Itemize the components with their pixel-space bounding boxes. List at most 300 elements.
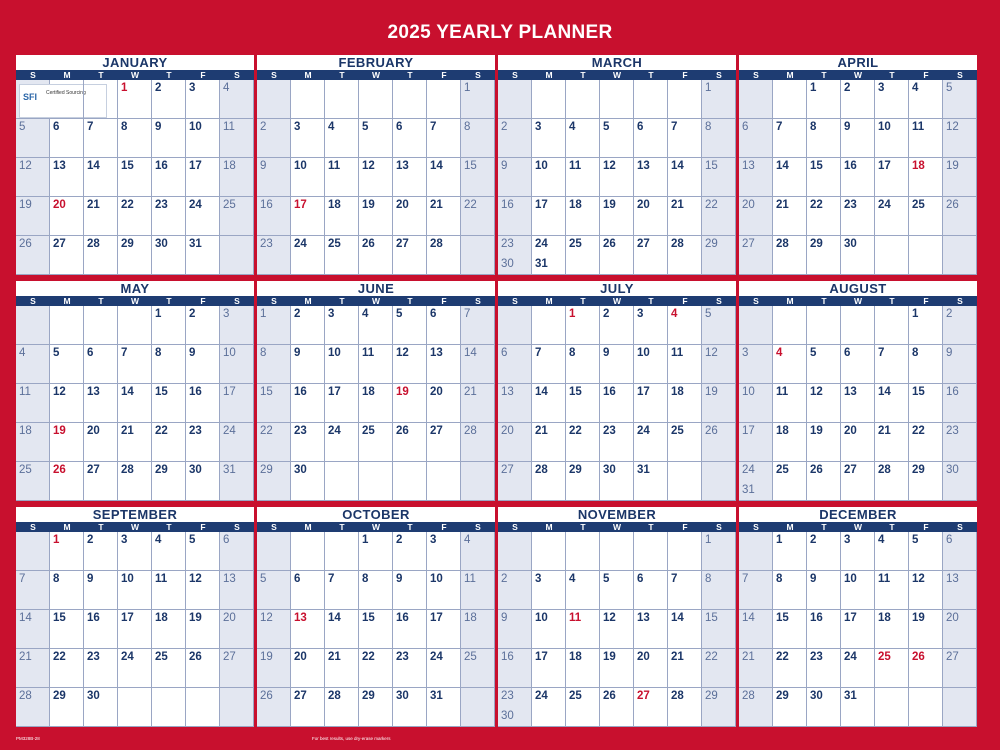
day-cell[interactable]	[220, 384, 254, 423]
day-cell[interactable]	[634, 306, 668, 345]
day-cell[interactable]	[461, 423, 495, 462]
day-cell[interactable]	[702, 197, 736, 236]
day-cell[interactable]	[943, 423, 977, 462]
day-cell[interactable]	[498, 462, 532, 501]
day-cell[interactable]	[427, 423, 461, 462]
day-cell[interactable]	[50, 688, 84, 727]
day-cell[interactable]	[634, 119, 668, 158]
day-cell[interactable]	[909, 345, 943, 384]
day-cell[interactable]	[291, 345, 325, 384]
day-cell[interactable]	[461, 236, 495, 275]
day-cell[interactable]	[220, 236, 254, 275]
day-cell[interactable]	[909, 532, 943, 571]
day-cell[interactable]	[84, 532, 118, 571]
day-cell[interactable]	[875, 571, 909, 610]
day-cell[interactable]	[461, 158, 495, 197]
day-cell[interactable]	[325, 197, 359, 236]
day-cell[interactable]	[461, 345, 495, 384]
day-cell[interactable]	[841, 119, 875, 158]
day-cell[interactable]	[427, 80, 461, 119]
day-cell[interactable]	[773, 610, 807, 649]
day-cell[interactable]	[50, 345, 84, 384]
day-cell[interactable]	[909, 423, 943, 462]
day-cell[interactable]	[875, 197, 909, 236]
day-cell[interactable]	[943, 345, 977, 384]
day-cell[interactable]	[634, 571, 668, 610]
day-cell[interactable]	[84, 610, 118, 649]
day-cell[interactable]	[359, 345, 393, 384]
day-cell[interactable]	[461, 80, 495, 119]
day-cell[interactable]	[359, 532, 393, 571]
day-cell[interactable]	[257, 532, 291, 571]
day-cell[interactable]	[257, 423, 291, 462]
day-cell[interactable]	[257, 649, 291, 688]
day-cell[interactable]	[875, 532, 909, 571]
day-cell[interactable]	[773, 532, 807, 571]
day-cell[interactable]	[739, 236, 773, 275]
day-cell[interactable]	[427, 119, 461, 158]
day-cell[interactable]	[220, 306, 254, 345]
day-cell[interactable]	[498, 571, 532, 610]
day-cell[interactable]	[325, 158, 359, 197]
day-cell[interactable]	[807, 236, 841, 275]
day-cell[interactable]	[600, 571, 634, 610]
day-cell[interactable]	[634, 197, 668, 236]
day-cell[interactable]	[600, 532, 634, 571]
day-cell[interactable]	[739, 345, 773, 384]
day-cell[interactable]	[186, 80, 220, 119]
day-cell[interactable]	[325, 649, 359, 688]
day-cell[interactable]	[50, 197, 84, 236]
day-cell[interactable]	[152, 306, 186, 345]
day-cell[interactable]	[220, 423, 254, 462]
day-cell[interactable]	[186, 306, 220, 345]
day-cell[interactable]	[325, 119, 359, 158]
day-cell[interactable]	[909, 197, 943, 236]
day-cell[interactable]	[461, 462, 495, 501]
day-cell[interactable]	[773, 158, 807, 197]
day-cell[interactable]	[220, 649, 254, 688]
day-cell[interactable]	[702, 532, 736, 571]
day-cell[interactable]	[909, 571, 943, 610]
day-cell[interactable]	[152, 197, 186, 236]
day-cell[interactable]	[118, 80, 152, 119]
day-cell[interactable]	[773, 649, 807, 688]
day-cell[interactable]	[600, 345, 634, 384]
day-cell[interactable]	[461, 532, 495, 571]
day-cell[interactable]	[461, 571, 495, 610]
day-cell[interactable]	[600, 649, 634, 688]
day-cell[interactable]	[566, 158, 600, 197]
day-cell[interactable]	[634, 423, 668, 462]
day-cell[interactable]	[359, 236, 393, 275]
day-cell[interactable]	[943, 649, 977, 688]
day-cell[interactable]	[532, 532, 566, 571]
day-cell[interactable]	[186, 532, 220, 571]
day-cell[interactable]	[739, 119, 773, 158]
day-cell[interactable]	[668, 306, 702, 345]
day-cell[interactable]	[773, 236, 807, 275]
day-cell[interactable]	[325, 306, 359, 345]
day-cell[interactable]	[600, 119, 634, 158]
day-cell[interactable]	[841, 80, 875, 119]
day-cell[interactable]	[186, 649, 220, 688]
day-cell[interactable]	[498, 80, 532, 119]
day-cell[interactable]	[532, 158, 566, 197]
day-cell[interactable]	[359, 462, 393, 501]
day-cell[interactable]	[16, 345, 50, 384]
day-cell[interactable]	[461, 119, 495, 158]
day-cell[interactable]	[220, 610, 254, 649]
day-cell[interactable]	[841, 345, 875, 384]
day-cell[interactable]	[600, 306, 634, 345]
day-cell[interactable]	[634, 158, 668, 197]
day-cell[interactable]	[634, 462, 668, 501]
day-cell[interactable]	[634, 610, 668, 649]
day-cell[interactable]	[943, 610, 977, 649]
day-cell[interactable]	[566, 610, 600, 649]
day-cell[interactable]	[739, 384, 773, 423]
day-cell[interactable]	[566, 197, 600, 236]
day-cell[interactable]	[393, 610, 427, 649]
day-cell[interactable]	[807, 345, 841, 384]
day-cell[interactable]	[84, 306, 118, 345]
day-cell[interactable]	[841, 649, 875, 688]
day-cell[interactable]	[257, 236, 291, 275]
day-cell[interactable]	[359, 80, 393, 119]
day-cell[interactable]	[875, 345, 909, 384]
day-cell[interactable]	[393, 119, 427, 158]
day-cell[interactable]	[739, 158, 773, 197]
day-cell[interactable]	[152, 158, 186, 197]
day-cell[interactable]	[807, 119, 841, 158]
day-cell[interactable]	[16, 610, 50, 649]
day-cell[interactable]	[807, 571, 841, 610]
day-cell[interactable]	[739, 306, 773, 345]
day-cell[interactable]	[152, 423, 186, 462]
day-cell[interactable]	[909, 158, 943, 197]
day-cell[interactable]	[427, 688, 461, 727]
day-cell[interactable]	[152, 532, 186, 571]
day-cell[interactable]	[186, 610, 220, 649]
day-cell[interactable]	[84, 571, 118, 610]
day-cell[interactable]	[773, 119, 807, 158]
day-cell[interactable]	[943, 80, 977, 119]
day-cell[interactable]	[841, 158, 875, 197]
day-cell[interactable]	[118, 158, 152, 197]
day-cell[interactable]	[186, 119, 220, 158]
day-cell[interactable]	[634, 80, 668, 119]
day-cell[interactable]	[807, 688, 841, 727]
day-cell[interactable]	[634, 532, 668, 571]
day-cell[interactable]	[16, 571, 50, 610]
day-cell[interactable]	[16, 236, 50, 275]
day-cell[interactable]	[807, 423, 841, 462]
day-cell[interactable]	[118, 649, 152, 688]
day-cell[interactable]	[50, 306, 84, 345]
day-cell[interactable]	[566, 649, 600, 688]
day-cell[interactable]	[498, 158, 532, 197]
day-cell[interactable]	[118, 571, 152, 610]
day-cell[interactable]	[841, 306, 875, 345]
day-cell[interactable]	[773, 306, 807, 345]
day-cell[interactable]	[668, 345, 702, 384]
day-cell[interactable]	[291, 462, 325, 501]
day-cell[interactable]	[16, 649, 50, 688]
day-cell[interactable]	[532, 306, 566, 345]
day-cell[interactable]	[634, 384, 668, 423]
day-cell[interactable]	[739, 197, 773, 236]
day-cell[interactable]	[118, 462, 152, 501]
day-cell[interactable]	[186, 236, 220, 275]
day-cell[interactable]	[668, 423, 702, 462]
day-cell[interactable]	[50, 462, 84, 501]
day-cell[interactable]	[943, 306, 977, 345]
day-cell[interactable]	[668, 462, 702, 501]
day-cell[interactable]	[257, 610, 291, 649]
day-cell[interactable]	[359, 384, 393, 423]
day-cell[interactable]	[220, 197, 254, 236]
day-cell[interactable]	[325, 571, 359, 610]
day-cell[interactable]	[393, 158, 427, 197]
day-cell[interactable]	[118, 236, 152, 275]
day-cell[interactable]	[841, 571, 875, 610]
day-cell[interactable]	[257, 197, 291, 236]
day-cell[interactable]	[807, 462, 841, 501]
day-cell[interactable]	[875, 610, 909, 649]
day-cell[interactable]	[220, 571, 254, 610]
day-cell[interactable]	[702, 119, 736, 158]
day-cell[interactable]	[186, 688, 220, 727]
day-cell[interactable]	[220, 80, 254, 119]
day-cell[interactable]	[152, 119, 186, 158]
day-cell[interactable]	[668, 571, 702, 610]
day-cell[interactable]	[257, 571, 291, 610]
day-cell[interactable]	[16, 119, 50, 158]
day-cell[interactable]	[498, 688, 532, 727]
day-cell[interactable]	[16, 158, 50, 197]
day-cell[interactable]	[325, 80, 359, 119]
day-cell[interactable]	[668, 384, 702, 423]
day-cell[interactable]	[841, 532, 875, 571]
day-cell[interactable]	[291, 119, 325, 158]
day-cell[interactable]	[532, 462, 566, 501]
day-cell[interactable]	[220, 688, 254, 727]
day-cell[interactable]	[875, 384, 909, 423]
day-cell[interactable]	[566, 80, 600, 119]
day-cell[interactable]	[532, 610, 566, 649]
day-cell[interactable]	[291, 688, 325, 727]
day-cell[interactable]	[84, 384, 118, 423]
day-cell[interactable]	[359, 197, 393, 236]
day-cell[interactable]	[600, 462, 634, 501]
day-cell[interactable]	[532, 345, 566, 384]
day-cell[interactable]	[461, 306, 495, 345]
day-cell[interactable]	[359, 571, 393, 610]
day-cell[interactable]	[875, 80, 909, 119]
day-cell[interactable]	[186, 345, 220, 384]
day-cell[interactable]	[773, 688, 807, 727]
day-cell[interactable]	[566, 688, 600, 727]
day-cell[interactable]	[909, 384, 943, 423]
day-cell[interactable]	[186, 158, 220, 197]
day-cell[interactable]	[257, 462, 291, 501]
day-cell[interactable]	[393, 345, 427, 384]
day-cell[interactable]	[325, 236, 359, 275]
day-cell[interactable]	[50, 649, 84, 688]
day-cell[interactable]	[118, 423, 152, 462]
day-cell[interactable]	[84, 158, 118, 197]
day-cell[interactable]	[152, 610, 186, 649]
day-cell[interactable]	[393, 532, 427, 571]
day-cell[interactable]	[152, 571, 186, 610]
day-cell[interactable]	[186, 384, 220, 423]
day-cell[interactable]	[118, 119, 152, 158]
day-cell[interactable]	[498, 197, 532, 236]
day-cell[interactable]	[118, 197, 152, 236]
day-cell[interactable]	[461, 649, 495, 688]
day-cell[interactable]	[532, 571, 566, 610]
day-cell[interactable]	[807, 384, 841, 423]
day-cell[interactable]	[118, 384, 152, 423]
day-cell[interactable]	[291, 236, 325, 275]
day-cell[interactable]	[50, 158, 84, 197]
day-cell[interactable]	[807, 610, 841, 649]
day-cell[interactable]	[427, 532, 461, 571]
day-cell[interactable]	[702, 384, 736, 423]
day-cell[interactable]	[668, 532, 702, 571]
day-cell[interactable]	[50, 119, 84, 158]
day-cell[interactable]	[427, 197, 461, 236]
day-cell[interactable]	[186, 571, 220, 610]
day-cell[interactable]	[50, 384, 84, 423]
day-cell[interactable]	[325, 532, 359, 571]
day-cell[interactable]	[118, 345, 152, 384]
day-cell[interactable]	[634, 236, 668, 275]
day-cell[interactable]	[807, 80, 841, 119]
day-cell[interactable]	[702, 423, 736, 462]
day-cell[interactable]	[16, 462, 50, 501]
day-cell[interactable]	[532, 649, 566, 688]
day-cell[interactable]	[220, 119, 254, 158]
day-cell[interactable]	[841, 236, 875, 275]
day-cell[interactable]	[257, 688, 291, 727]
day-cell[interactable]	[532, 119, 566, 158]
day-cell[interactable]	[427, 345, 461, 384]
day-cell[interactable]	[257, 80, 291, 119]
day-cell[interactable]	[291, 571, 325, 610]
day-cell[interactable]	[875, 236, 909, 275]
day-cell[interactable]	[498, 649, 532, 688]
day-cell[interactable]	[498, 610, 532, 649]
day-cell[interactable]	[325, 384, 359, 423]
day-cell[interactable]	[773, 423, 807, 462]
day-cell[interactable]	[943, 384, 977, 423]
day-cell[interactable]	[566, 306, 600, 345]
day-cell[interactable]	[943, 197, 977, 236]
day-cell[interactable]	[359, 649, 393, 688]
day-cell[interactable]	[291, 158, 325, 197]
day-cell[interactable]	[84, 423, 118, 462]
day-cell[interactable]	[325, 462, 359, 501]
day-cell[interactable]	[532, 688, 566, 727]
day-cell[interactable]	[739, 532, 773, 571]
day-cell[interactable]	[875, 306, 909, 345]
day-cell[interactable]	[393, 688, 427, 727]
day-cell[interactable]	[566, 236, 600, 275]
day-cell[interactable]	[600, 236, 634, 275]
day-cell[interactable]	[532, 236, 566, 275]
day-cell[interactable]	[668, 236, 702, 275]
day-cell[interactable]	[943, 688, 977, 727]
day-cell[interactable]	[16, 306, 50, 345]
day-cell[interactable]	[702, 345, 736, 384]
day-cell[interactable]	[566, 462, 600, 501]
day-cell[interactable]	[16, 384, 50, 423]
day-cell[interactable]	[186, 462, 220, 501]
day-cell[interactable]	[566, 384, 600, 423]
day-cell[interactable]	[739, 649, 773, 688]
day-cell[interactable]	[257, 306, 291, 345]
day-cell[interactable]	[291, 306, 325, 345]
day-cell[interactable]	[393, 80, 427, 119]
day-cell[interactable]	[84, 462, 118, 501]
day-cell[interactable]	[739, 462, 773, 501]
day-cell[interactable]	[291, 384, 325, 423]
day-cell[interactable]	[702, 158, 736, 197]
day-cell[interactable]	[498, 119, 532, 158]
day-cell[interactable]	[702, 688, 736, 727]
day-cell[interactable]	[427, 384, 461, 423]
day-cell[interactable]	[943, 158, 977, 197]
day-cell[interactable]	[841, 462, 875, 501]
day-cell[interactable]	[943, 119, 977, 158]
day-cell[interactable]	[16, 197, 50, 236]
day-cell[interactable]	[186, 423, 220, 462]
day-cell[interactable]	[739, 688, 773, 727]
day-cell[interactable]	[427, 571, 461, 610]
day-cell[interactable]	[461, 610, 495, 649]
day-cell[interactable]	[909, 649, 943, 688]
day-cell[interactable]	[152, 345, 186, 384]
day-cell[interactable]	[393, 571, 427, 610]
day-cell[interactable]	[739, 610, 773, 649]
day-cell[interactable]	[634, 345, 668, 384]
day-cell[interactable]	[566, 423, 600, 462]
day-cell[interactable]	[943, 236, 977, 275]
day-cell[interactable]	[359, 306, 393, 345]
day-cell[interactable]	[16, 80, 86, 119]
day-cell[interactable]	[50, 423, 84, 462]
day-cell[interactable]	[152, 462, 186, 501]
day-cell[interactable]	[498, 306, 532, 345]
day-cell[interactable]	[152, 688, 186, 727]
day-cell[interactable]	[909, 610, 943, 649]
day-cell[interactable]	[50, 532, 84, 571]
day-cell[interactable]	[16, 423, 50, 462]
day-cell[interactable]	[600, 423, 634, 462]
day-cell[interactable]	[909, 462, 943, 501]
day-cell[interactable]	[600, 80, 634, 119]
day-cell[interactable]	[118, 688, 152, 727]
day-cell[interactable]	[702, 236, 736, 275]
day-cell[interactable]	[634, 649, 668, 688]
day-cell[interactable]	[393, 197, 427, 236]
day-cell[interactable]	[807, 197, 841, 236]
day-cell[interactable]	[668, 158, 702, 197]
day-cell[interactable]	[152, 649, 186, 688]
day-cell[interactable]	[702, 306, 736, 345]
